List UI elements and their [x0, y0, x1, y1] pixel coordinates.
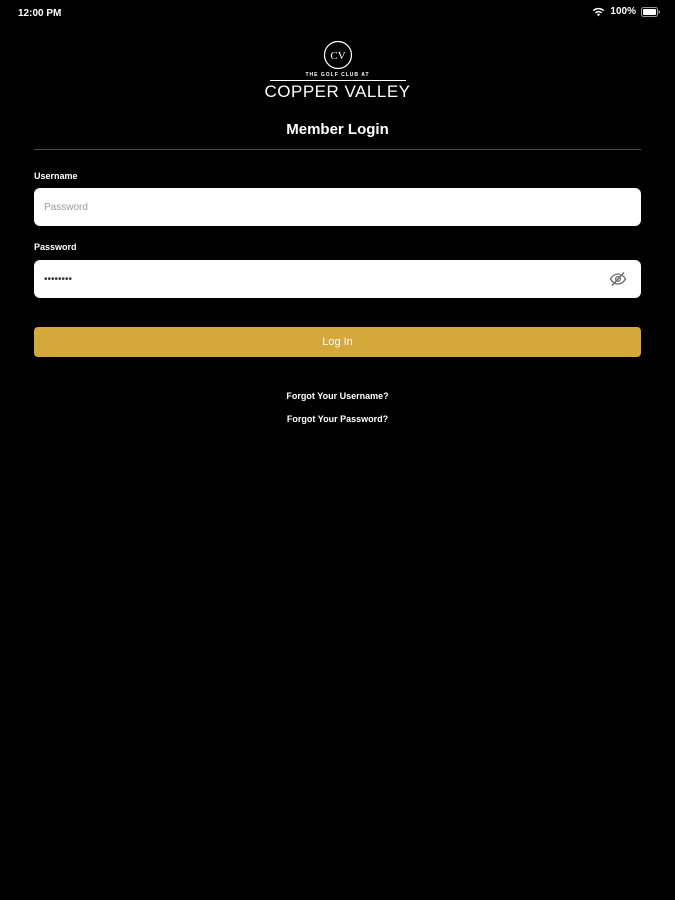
battery-percent: 100% — [610, 6, 636, 17]
logo-name: COPPER VALLEY — [264, 82, 411, 101]
wifi-icon — [592, 7, 605, 17]
cv-monogram-emblem — [323, 40, 353, 70]
logo-subtitle: THE GOLF CLUB AT — [305, 72, 370, 78]
password-label: Password — [34, 242, 77, 252]
club-logo — [0, 40, 675, 102]
password-input[interactable] — [34, 260, 641, 298]
status-indicators — [592, 6, 661, 17]
login-button[interactable]: Log In — [34, 327, 641, 357]
battery-icon — [641, 7, 661, 17]
logo-divider — [270, 80, 406, 81]
svg-text:CV: CV — [329, 50, 346, 62]
status-time: 12:00 PM — [18, 8, 62, 19]
forgot-username-link[interactable]: Forgot Your Username? — [286, 391, 389, 401]
title-divider — [34, 149, 641, 150]
status-bar — [0, 0, 675, 28]
username-input[interactable] — [34, 188, 641, 226]
forgot-password-link[interactable]: Forgot Your Password? — [286, 414, 389, 424]
eye-slash-icon[interactable] — [609, 271, 627, 287]
username-label: Username — [34, 171, 78, 181]
password-field — [34, 260, 641, 298]
page-title: Member Login — [286, 121, 389, 138]
